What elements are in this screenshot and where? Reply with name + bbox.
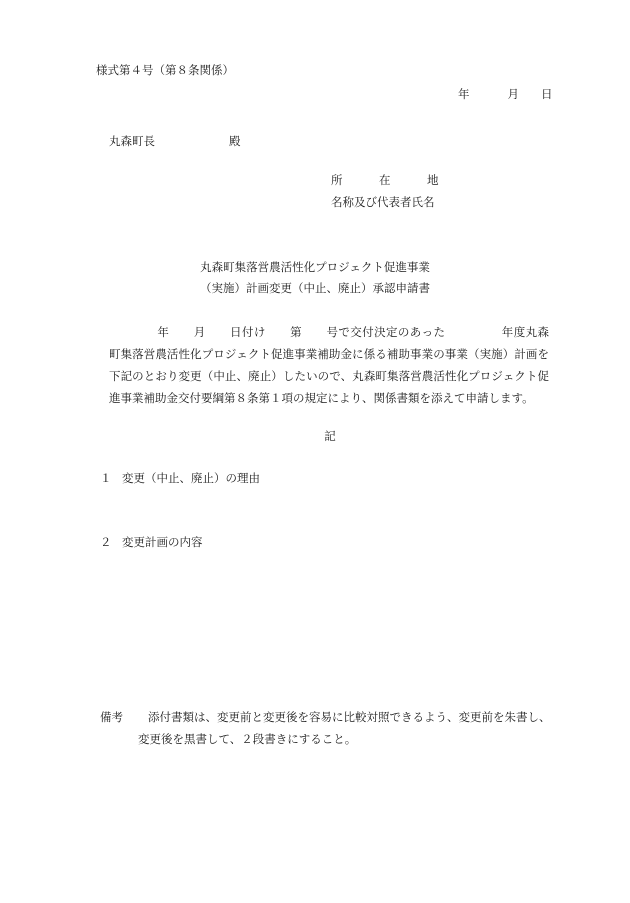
body-day-dated: 日付け: [229, 325, 266, 339]
ki-marker: 記: [324, 429, 336, 443]
body-year: 年: [157, 325, 170, 339]
remarks-label: 備考: [100, 710, 123, 724]
addressee: [109, 135, 241, 149]
item-1-label: 変更（中止、廃止）の理由: [122, 471, 260, 485]
addressee-honorific: 殿: [229, 134, 241, 148]
applicant-address-label: [331, 174, 439, 188]
item-2: [100, 536, 203, 550]
date-month-label: 月: [507, 87, 519, 101]
item-2-number: ２: [100, 535, 112, 549]
document-title-line-1: 丸森町集落営農活性化プロジェクト促進事業: [200, 260, 430, 274]
item-2-label: 変更計画の内容: [122, 535, 203, 549]
form-number: 様式第４号（第８条関係）: [96, 63, 234, 77]
addressee-name: 丸森町長: [109, 134, 155, 148]
applicant-name-label: 名称及び代表者氏名: [331, 195, 435, 209]
date-line: [458, 87, 553, 102]
body-month: 月: [193, 325, 206, 339]
date-day-label: 日: [541, 87, 553, 101]
item-1-number: １: [100, 471, 112, 485]
item-1: [100, 472, 260, 486]
address-char-1: 所: [331, 173, 343, 187]
remarks-line-2: 変更後を黒書して、２段書きにすること。: [138, 732, 357, 746]
address-char-3: 地: [427, 173, 439, 187]
address-char-2: 在: [379, 173, 391, 187]
body-no-prefix: 第: [289, 325, 303, 339]
body-main-text: 年度丸森町集落営農活性化プロジェクト促進事業補助金に係る補助事業の事業（実施）計画を下記のとおり変更（中止、廃止）したいので、丸森町集落営農活性化プロジェクト促進事業補助金交付要綱第８条第１項の規定により、関係書類を添えて申請します。: [109, 325, 550, 405]
body-paragraph: [109, 321, 549, 409]
date-year-label: 年: [458, 87, 470, 101]
remarks-line-1: 添付書類は、変更前と変更後を容易に比較対照できるよう、変更前を朱書し、: [148, 710, 551, 724]
document-title-line-2: （実施）計画変更（中止、廃止）承認申請書: [200, 281, 430, 295]
remarks: [100, 706, 560, 750]
body-no-suffix: 号で交付決定のあった: [326, 325, 446, 339]
